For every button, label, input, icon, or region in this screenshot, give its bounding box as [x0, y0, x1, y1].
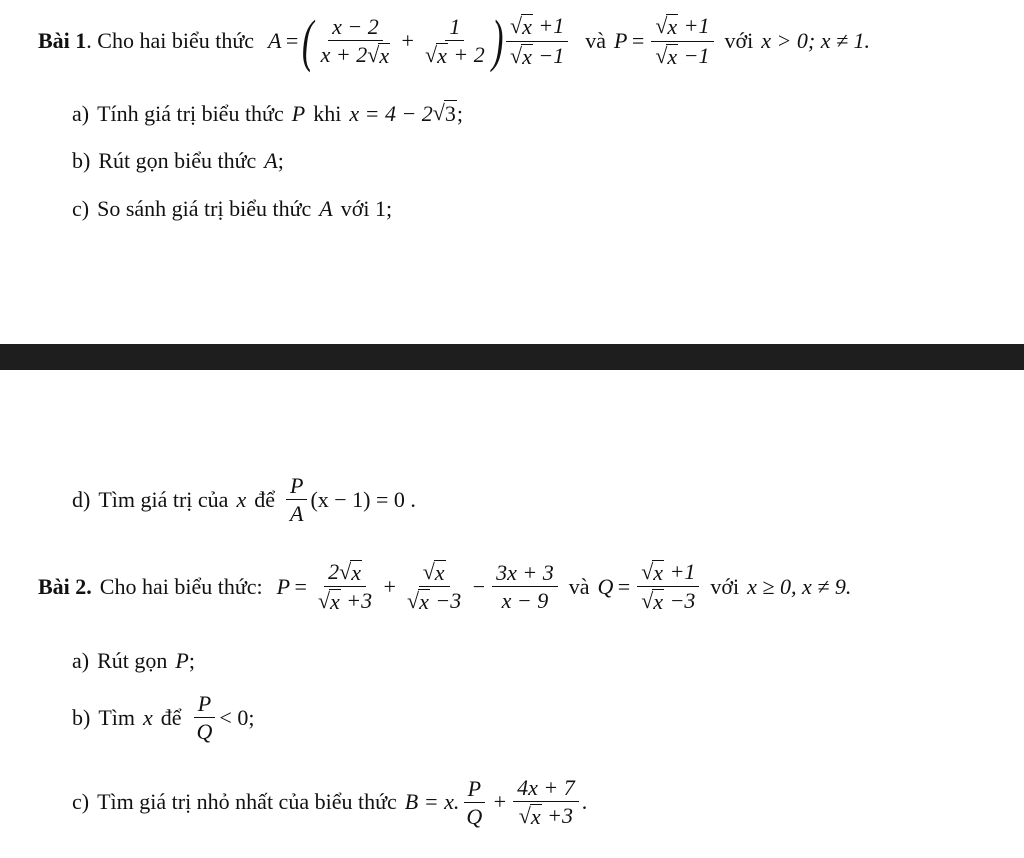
- item-text: So sánh giá trị biểu thức: [97, 196, 312, 221]
- formula-B: B = x. $\frac{P}{Q}$ + 4x + 7 √ x +3: [405, 776, 582, 828]
- item-text: Rút gọn biểu thức: [98, 148, 257, 173]
- bai1-statement: [38, 8, 871, 73]
- item-prefix: b): [72, 704, 91, 730]
- item-end: .: [581, 789, 588, 815]
- item-prefix: b): [72, 148, 91, 173]
- bai2-item-b: [72, 692, 254, 743]
- item-end: ;: [456, 100, 463, 126]
- var-A: A: [264, 148, 278, 173]
- expr-x: x = 4 − 2 √ 3: [349, 100, 456, 126]
- frac-P-over-A: $\frac{P}{A}$: [286, 474, 307, 525]
- separator-bar: [0, 344, 1024, 370]
- item-mid: để: [254, 486, 275, 512]
- frac-P-over-Q: $\frac{P}{Q}$: [193, 692, 217, 743]
- item-text: Tính giá trị biểu thức: [97, 100, 284, 126]
- item-prefix: a): [72, 648, 90, 673]
- item-text: Tìm: [98, 704, 135, 730]
- bai2-statement: [38, 560, 851, 613]
- bai1-intro: . Cho hai biểu thức: [86, 28, 255, 53]
- bai2-label: Bài 2.: [38, 573, 92, 599]
- item-text: Rút gọn: [97, 648, 168, 673]
- bai1-and: và: [585, 28, 606, 53]
- item-end: ;: [277, 148, 284, 173]
- formula-P2: P = 2 √ x √ x +3 + √ x √ x −3 − $\frac{3x + 3}{x - 9}$: [277, 560, 561, 613]
- bai1-label: Bài 1: [38, 28, 87, 53]
- item-end: với 1;: [340, 196, 393, 221]
- var-x: x: [236, 486, 247, 512]
- item-prefix: c): [72, 789, 90, 815]
- item-text: Tìm giá trị nhỏ nhất của biểu thức: [97, 789, 397, 815]
- bai1-condition-prefix: với: [724, 28, 754, 53]
- bai2-item-a: [72, 648, 195, 674]
- var-P: P: [291, 100, 306, 126]
- item-mid: để: [160, 704, 182, 730]
- formula-A: A = ( x − 2 x + 2 √ x + 1 √ x + 2 ) √ x +1 √ x −1: [268, 12, 571, 70]
- radicand: 3: [444, 101, 456, 126]
- item-end: < 0;: [219, 704, 255, 730]
- bai1-item-a: [72, 100, 463, 127]
- bai2-intro: Cho hai biểu thức:: [99, 573, 263, 599]
- var-P: P: [175, 648, 189, 673]
- expr-start: x = 4 − 2: [349, 100, 433, 126]
- item-prefix: d): [72, 486, 91, 512]
- bai2-condition: x ≥ 0, x ≠ 9.: [747, 573, 852, 599]
- item-prefix: c): [72, 196, 90, 221]
- item-prefix: a): [72, 100, 90, 126]
- expr-start: B = x.: [404, 789, 460, 815]
- item-equation-end: (x − 1) = 0 .: [310, 486, 416, 512]
- bai1-item-b: [72, 148, 284, 174]
- bai2-condition-prefix: với: [710, 573, 740, 599]
- bai1-item-d: [72, 474, 416, 525]
- bai2-item-c: [72, 776, 587, 828]
- formula-Q: Q = √ x +1 √ x −3: [597, 560, 702, 613]
- bai1-item-c: [72, 196, 392, 222]
- item-text: Tìm giá trị của: [98, 486, 229, 512]
- bai2-and: và: [568, 573, 590, 599]
- formula-P: P = √ x +1 √ x −1: [614, 14, 717, 67]
- item-mid: khi: [313, 100, 342, 126]
- item-end: ;: [188, 648, 195, 673]
- bai1-condition: x > 0; x ≠ 1.: [761, 28, 871, 53]
- var-x: x: [143, 704, 153, 730]
- var-A: A: [319, 196, 333, 221]
